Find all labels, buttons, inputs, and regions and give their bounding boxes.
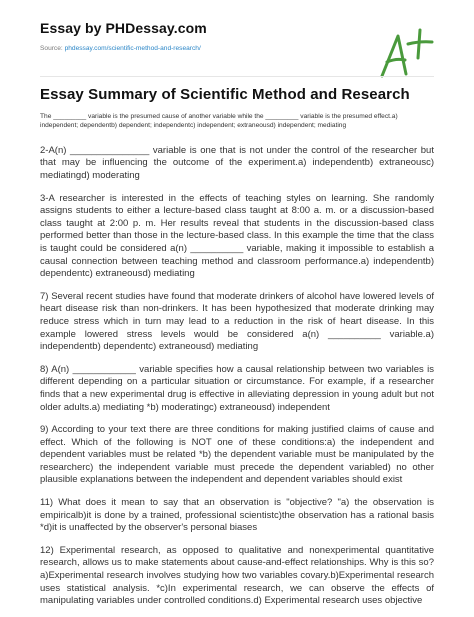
question-paragraph: 9) According to your text there are three conditions for making justified claims of cause and effect. Which of the following is NOT one of these conditions:a) the independent and dependent variables must be related *b) the dependent variable must be manipulated by the researcherc) the independent variable must precede the dependent variabled) no other plausible explanations between the independent and dependent variables should exist (40, 424, 434, 486)
question-paragraph: 11) What does it mean to say that an observation is "objective? "a) the observation is empiricalb)it is done by a trained, professional scientistc)the observation has a rational basis *d)it is unaffected by the observer's personal biases (40, 497, 434, 534)
question-paragraph: 2-A(n) _______________ variable is one that is not under the control of the researcher but that may be influencing the outcome of the experiment.a) independentb) extraneousc) mediatingd) moderating (40, 144, 434, 181)
question-paragraph: 3-A researcher is interested in the effects of teaching styles on learning. She randomly assigns students to either a lecture-based class taught at 8:00 a. m. or a discussion-based class taught at 2:00 p. m. Her results reveal that students in the discussion-based class performed better than those in the lecture-based class. In this example the time that the class is taught could be considered a(n) __________ variable, making it impossible to establish a causal connection between teaching method and classroom performance.a) independentb) dependentc) extraneousd) mediating (40, 192, 434, 280)
question-paragraph: 12) Experimental research, as opposed to qualitative and nonexperimental quantitative research, allows us to make statements about cause-and-effect relationships. Why is this so?a)Experimental research involves studying how two variables covary.b)Experimental research uses statistical analysis. *c)In experimental research, we can observe the effects of manipulating variables under controlled conditions.d) Experimental research uses objective (40, 544, 434, 607)
question-paragraph: 8) A(n) ____________ variable specifies how a causal relationship between two variables is different depending on a particular situation or circumstance. For example, if a researcher finds that a new experimental drug is effective in alleviating depression in young adult but not older adults.a) mediating *b) moderatingc) extraneousd) independent (40, 363, 434, 413)
document-header (40, 20, 380, 52)
source-line (40, 45, 380, 52)
header-divider (40, 76, 434, 77)
source-link[interactable]: phdessay.com/scientific-method-and-research/ (64, 45, 201, 52)
source-label: Source: (40, 45, 63, 52)
document-body (40, 86, 434, 617)
a-plus-logo-icon (376, 24, 438, 80)
intro-question: The _________ variable is the presumed cause of another variable while the _________ variable is the presumed effect.a) independent; dependentb) dependent; independentc) independent; extraneousd) independent; mediating (40, 113, 398, 130)
document-title: Essay Summary of Scientific Method and Research (40, 86, 410, 103)
question-paragraph: 7) Several recent studies have found that moderate drinkers of alcohol have lowered levels of heart disease risk than non-drinkers. It has been hypothesized that moderate drinking may reduce stress which in turn may lead to a reduction in the risk of heart disease. In this example lowered stress levels would be considered a(n) __________ variable.a) independentb) dependentc) extraneousd) mediating (40, 290, 434, 353)
site-title: Essay by PHDessay.com (40, 20, 207, 36)
